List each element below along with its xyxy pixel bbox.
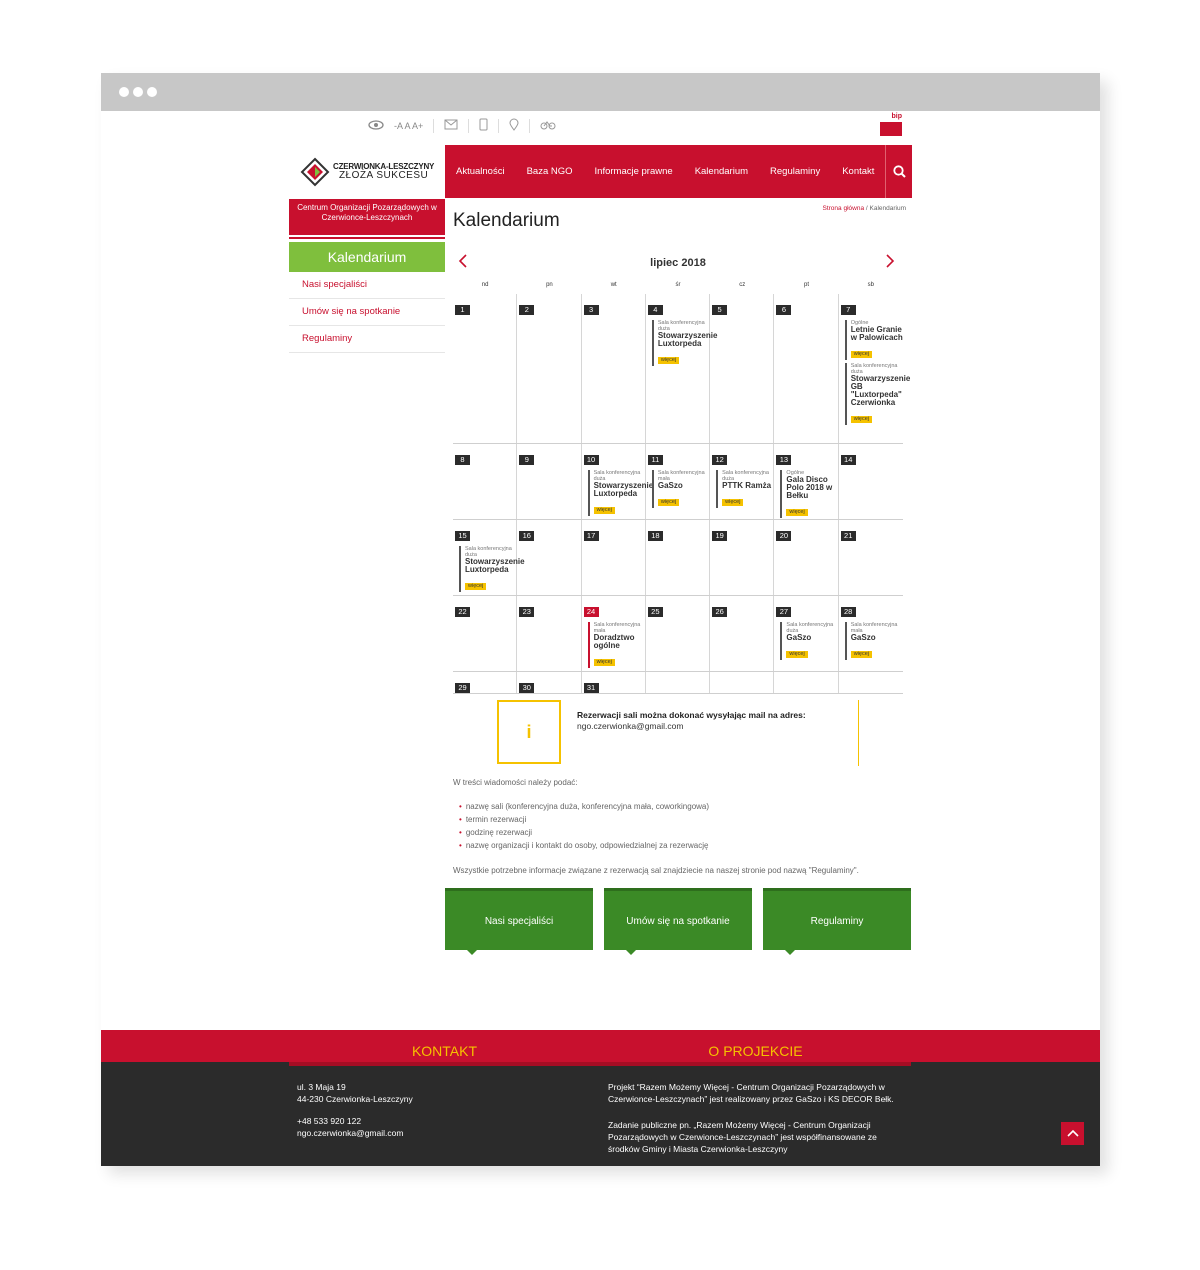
bip-logo[interactable]	[880, 113, 902, 138]
day-number: 7	[841, 305, 856, 315]
weekday-label: pn	[546, 282, 553, 288]
breadcrumb	[823, 205, 907, 212]
day-number: 1	[455, 305, 470, 315]
day-number: 23	[519, 607, 534, 617]
weekday-label: sb	[867, 282, 874, 288]
next-month-chevron-icon[interactable]	[885, 253, 895, 271]
calendar-day[interactable]	[517, 672, 581, 693]
event-name: Doradztwo ogólne	[593, 633, 635, 650]
event-name: Stowarzyszenie Luxtorpeda	[593, 481, 654, 498]
calendar-week	[453, 294, 911, 444]
calendar-day[interactable]	[774, 294, 838, 443]
page-content	[101, 111, 1100, 1166]
day-number: 9	[519, 455, 534, 465]
main-nav	[445, 145, 912, 198]
browser-chrome	[101, 73, 1100, 111]
calendar-day[interactable]	[839, 672, 903, 693]
footer-project-text2: Zadanie publiczne pn. „Razem Możemy Więcej - Centrum Organizacji Pozarządowych w Czerwionce-Leszczynach” jest współfinansowane ze środków Gminy i Miasta Czerwionka-Leszczyny	[608, 1120, 877, 1154]
day-number: 2	[519, 305, 534, 315]
info-email[interactable]: ngo.czerwionka@gmail.com	[577, 721, 684, 731]
calendar-day[interactable]	[517, 520, 581, 595]
back-to-top-button[interactable]	[1061, 1122, 1084, 1145]
weekday-label: pt	[804, 282, 810, 288]
day-number: 17	[584, 531, 599, 541]
page-title: Kalendarium	[453, 210, 560, 231]
divider	[498, 119, 499, 133]
nav-item-aktualnosci[interactable]: Aktualności	[456, 166, 505, 177]
event-more-link[interactable]: więcej	[594, 507, 615, 514]
day-number: 28	[841, 607, 856, 617]
weekday-label: nd	[481, 282, 489, 288]
event-name: Gala Disco Polo 2018 w Bełku	[786, 475, 833, 500]
calendar-event[interactable]	[588, 622, 645, 668]
nav-item-kalendarium[interactable]: Kalendarium	[694, 166, 749, 177]
weekday-label: śr	[675, 282, 681, 288]
calendar-day[interactable]	[710, 596, 774, 671]
calendar-day[interactable]	[453, 520, 525, 595]
specjalisci-button[interactable]: Nasi specjaliści	[445, 888, 593, 950]
footer-project-title: O PROJEKCIE	[600, 1030, 911, 1066]
event-more-link[interactable]: więcej	[465, 583, 486, 590]
event-name: GaSzo	[657, 481, 683, 490]
calendar-day[interactable]	[517, 294, 581, 443]
calendar-event[interactable]	[780, 622, 837, 660]
day-number: 8	[455, 455, 470, 465]
day-number: 25	[648, 607, 663, 617]
day-number: 13	[776, 455, 791, 465]
site-logo[interactable]	[289, 145, 445, 198]
day-number: 14	[841, 455, 856, 465]
calendar-day[interactable]	[582, 444, 654, 519]
day-number: 3	[584, 305, 599, 315]
event-category: Sala konferencyjna duża	[850, 363, 898, 375]
instruction-item: • termin rezerwacji	[459, 815, 526, 824]
event-name: Letnie Granie w Palowicach	[850, 325, 903, 342]
calendar-day[interactable]	[582, 520, 646, 595]
event-more-link[interactable]: więcej	[722, 499, 743, 506]
divider	[468, 119, 469, 133]
weekday-label: cz	[739, 282, 746, 288]
calendar-event[interactable]	[588, 470, 654, 516]
calendar-day[interactable]	[646, 596, 710, 671]
day-number: 11	[648, 455, 663, 465]
font-size-controls[interactable]: -A A A+	[394, 121, 424, 131]
window-dot	[133, 87, 143, 97]
calendar-day[interactable]	[710, 294, 774, 443]
event-category: Ogólne	[786, 470, 805, 476]
day-number: 6	[776, 305, 791, 315]
utility-bar	[368, 119, 556, 133]
calendar-week	[453, 596, 903, 672]
calendar-grid	[453, 282, 911, 694]
day-number: 26	[712, 607, 727, 617]
breadcrumb-separator: /	[865, 205, 868, 212]
bip-label: bip	[891, 113, 902, 120]
breadcrumb-home[interactable]: Strona główna	[822, 205, 865, 212]
event-name: Stowarzyszenie GB "Luxtorpeda" Czerwionka	[850, 374, 911, 407]
day-number: 21	[841, 531, 856, 541]
divider	[529, 119, 530, 133]
day-number: 22	[455, 607, 470, 617]
day-number: 19	[712, 531, 727, 541]
sidebar-header: Centrum Organizacji Pozarządowych w Czerwionce-Leszczynach	[289, 199, 445, 237]
calendar-day[interactable]	[453, 596, 517, 671]
instruction-item: • nazwę sali (konferencyjna duża, konferencyjna mała, coworkingowa)	[459, 802, 709, 811]
calendar-day[interactable]	[646, 520, 710, 595]
instruction-item: • godzinę rezerwacji	[459, 828, 532, 837]
calendar-event[interactable]	[780, 470, 837, 518]
calendar-day[interactable]	[646, 672, 710, 693]
event-category: Sala konferencyjna duża	[722, 470, 769, 482]
event-category: Sala konferencyjna mała	[593, 622, 641, 634]
footer-contact-title: KONTAKT	[289, 1030, 600, 1066]
window-dot	[147, 87, 157, 97]
day-number: 4	[648, 305, 663, 315]
browser-window	[101, 73, 1100, 1166]
event-more-link[interactable]: więcej	[658, 357, 679, 364]
address-line2: 44-230 Czerwionka-Leszczyny	[297, 1094, 413, 1104]
event-more-link[interactable]: więcej	[594, 659, 615, 666]
calendar-month: lipiec 2018	[650, 257, 706, 269]
weekday-header	[453, 282, 903, 294]
instruction-item: • nazwę organizacji i kontakt do osoby, odpowiedzialnej za rezerwację	[459, 841, 708, 850]
calendar-event[interactable]	[459, 546, 525, 592]
calendar-event[interactable]	[716, 470, 773, 508]
footer-project-text1: Projekt “Razem Możemy Więcej - Centrum Organizacji Pozarządowych w Czerwionce-Leszczynach” jest realizowany przez GaSzo i KS DECOR Bełk.	[608, 1082, 894, 1104]
info-title: Rezerwacji sali można dokonać wysyłając mail na adres:	[577, 710, 806, 720]
calendar-day[interactable]	[774, 520, 838, 595]
event-category: Sala konferencyjna mała	[850, 622, 898, 634]
sidebar-item-regulaminy[interactable]: Regulaminy	[289, 326, 445, 353]
divider	[433, 119, 434, 133]
eye-icon[interactable]	[368, 120, 384, 133]
day-number: 29	[455, 683, 470, 693]
footer-contact	[297, 1115, 403, 1139]
window-dot	[119, 87, 129, 97]
diamond-logo-icon	[301, 158, 329, 186]
event-name: PTTK Ramża	[722, 481, 772, 490]
calendar-day[interactable]	[646, 444, 710, 519]
nav-item-regulaminy[interactable]: Regulaminy	[770, 166, 821, 177]
calendar-day[interactable]	[710, 444, 774, 519]
calendar-event[interactable]	[652, 320, 718, 366]
logo-line1: CZERWIONKA-LESZCZYNY	[333, 161, 435, 171]
day-number: 20	[776, 531, 791, 541]
calendar-event[interactable]	[845, 363, 911, 425]
calendar-week	[453, 672, 903, 694]
calendar-day[interactable]	[453, 444, 517, 519]
calendar-week	[453, 444, 903, 520]
day-number: 16	[519, 531, 534, 541]
event-name: Stowarzyszenie Luxtorpeda	[465, 557, 525, 574]
day-number: 27	[776, 607, 791, 617]
sidebar-current-section: Kalendarium	[289, 242, 445, 272]
chevron-up-icon	[1067, 1129, 1079, 1137]
footer-email[interactable]: ngo.czerwionka@gmail.com	[297, 1128, 404, 1138]
day-number: 10	[584, 455, 599, 465]
event-more-link[interactable]: więcej	[786, 651, 807, 658]
calendar-event[interactable]	[845, 622, 903, 660]
nav-item-baza-ngo[interactable]: Baza NGO	[526, 166, 573, 177]
day-number: 31	[584, 683, 599, 693]
event-category: Sala konferencyjna duża	[657, 320, 705, 332]
calendar-day[interactable]	[517, 444, 581, 519]
event-category: Sala konferencyjna mała	[657, 470, 705, 482]
mail-icon[interactable]	[444, 119, 458, 133]
info-icon: i	[497, 700, 561, 764]
regulaminy-button[interactable]: Regulaminy	[763, 888, 911, 950]
location-pin-icon[interactable]	[509, 118, 519, 134]
event-category: Ogólne	[850, 320, 869, 326]
day-number: 12	[712, 455, 727, 465]
event-category: Sala konferencyjna duża	[465, 546, 512, 558]
footer-phone[interactable]: +48 533 920 122	[297, 1116, 362, 1126]
calendar-day[interactable]	[646, 294, 718, 443]
footer	[101, 1062, 1100, 1166]
phone-icon[interactable]	[479, 118, 488, 134]
weekday-label: wt	[610, 282, 617, 288]
breadcrumb-current: Kalendarium	[869, 205, 906, 212]
calendar-day[interactable]	[839, 444, 903, 519]
event-category: Sala konferencyjna duża	[593, 470, 641, 482]
calendar-day[interactable]	[839, 596, 903, 671]
spotkanie-button[interactable]: Umów się na spotkanie	[604, 888, 752, 950]
bike-icon[interactable]	[540, 120, 556, 133]
calendar-day[interactable]	[774, 596, 838, 671]
calendar-day[interactable]	[839, 294, 911, 443]
event-more-link[interactable]: więcej	[851, 351, 872, 358]
footer-address	[297, 1081, 413, 1105]
calendar-day[interactable]	[839, 520, 903, 595]
reservation-info	[497, 700, 859, 766]
sidebar-item-spotkanie[interactable]: Umów się na spotkanie	[289, 299, 445, 326]
calendar-day[interactable]	[710, 672, 774, 693]
logo-line2: ZŁOŻA SUKCESU	[338, 169, 429, 181]
calendar-day[interactable]	[453, 672, 517, 693]
calendar-day[interactable]	[710, 520, 774, 595]
day-number: 5	[712, 305, 727, 315]
address-line1: ul. 3 Maja 19	[297, 1082, 346, 1092]
calendar-week	[453, 520, 903, 596]
event-name: GaSzo	[850, 633, 876, 642]
calendar-day[interactable]	[774, 672, 838, 693]
event-more-link[interactable]: więcej	[786, 509, 807, 516]
nav-item-informacje-prawne[interactable]: Informacje prawne	[594, 166, 673, 177]
calendar-day[interactable]	[582, 672, 646, 693]
bip-flag-icon	[880, 122, 902, 136]
nav-item-kontakt[interactable]: Kontakt	[842, 166, 875, 177]
calendar-day[interactable]	[582, 294, 646, 443]
calendar-day[interactable]	[453, 294, 517, 443]
event-name: Stowarzyszenie Luxtorpeda	[657, 331, 718, 348]
search-icon	[893, 165, 906, 178]
day-number: 15	[455, 531, 470, 541]
instructions-outro: Wszystkie potrzebne informacje związane z rezerwacją sal znajdziecie na naszej stronie pod nazwą "Regulaminy".	[453, 866, 859, 875]
instructions-intro: W treści wiadomości należy podać:	[453, 778, 578, 787]
event-more-link[interactable]: więcej	[851, 651, 872, 658]
calendar-day[interactable]	[774, 444, 838, 519]
event-category: Sala konferencyjna duża	[786, 622, 834, 634]
search-button[interactable]	[885, 145, 912, 198]
event-more-link[interactable]: więcej	[658, 499, 679, 506]
calendar-event[interactable]	[845, 320, 903, 360]
event-name: GaSzo	[786, 633, 812, 642]
sidebar-menu	[289, 272, 445, 353]
day-number: 30	[519, 683, 534, 693]
calendar-day[interactable]	[582, 596, 646, 671]
sidebar-item-specjalisci[interactable]: Nasi specjaliści	[289, 272, 445, 299]
event-more-link[interactable]: więcej	[851, 416, 872, 423]
calendar-day[interactable]	[517, 596, 581, 671]
day-number-today: 24	[584, 607, 599, 617]
calendar-event[interactable]	[652, 470, 709, 508]
day-number: 18	[648, 531, 663, 541]
